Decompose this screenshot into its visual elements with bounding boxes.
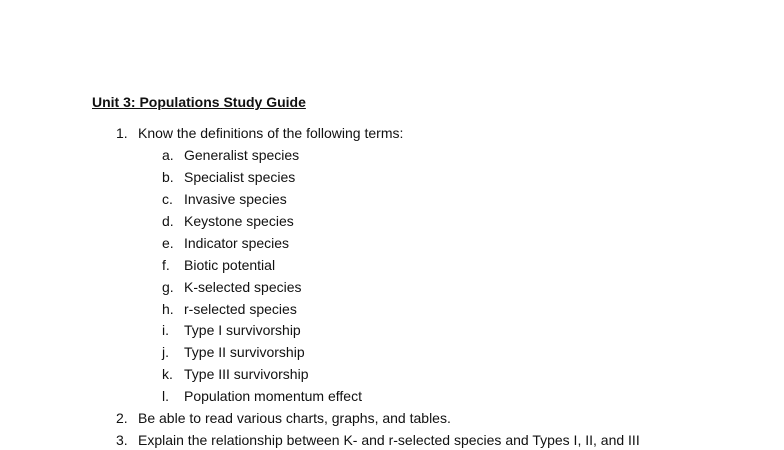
sub-list-marker: h. xyxy=(162,301,174,317)
sub-list-item-text: Invasive species xyxy=(184,191,287,207)
sub-list-item-text: r-selected species xyxy=(184,301,297,317)
sub-list-marker: a. xyxy=(162,147,174,163)
sub-list-marker: j. xyxy=(162,344,169,360)
sub-list-marker: i. xyxy=(162,322,169,338)
list-marker: 3. xyxy=(116,432,128,448)
page-title: Unit 3: Populations Study Guide xyxy=(92,94,306,110)
list-item-text: Know the definitions of the following terms: xyxy=(138,125,404,141)
sub-list-item-text: Type II survivorship xyxy=(184,344,305,360)
sub-list-marker: d. xyxy=(162,213,174,229)
sub-list-item-text: Type I survivorship xyxy=(184,322,301,338)
sub-list-item-text: Population momentum effect xyxy=(184,388,362,404)
sub-list-item-text: Type III survivorship xyxy=(184,366,309,382)
sub-list-item-text: Generalist species xyxy=(184,147,300,163)
sub-list-marker: g. xyxy=(162,279,174,295)
list-marker: 1. xyxy=(116,125,128,141)
sub-list-marker: e. xyxy=(162,235,174,251)
list-marker: 2. xyxy=(116,410,128,426)
list-item-text: Be able to read various charts, graphs, and tables. xyxy=(138,410,451,426)
sub-list-marker: k. xyxy=(162,366,173,382)
sub-list-item-text: K-selected species xyxy=(184,279,302,295)
sub-list-marker: l. xyxy=(162,388,169,404)
sub-list-marker: f. xyxy=(162,257,170,273)
sub-list-marker: c. xyxy=(162,191,173,207)
sub-list-item-text: Specialist species xyxy=(184,169,296,185)
sub-list-item-text: Keystone species xyxy=(184,213,294,229)
sub-list-item-text: Indicator species xyxy=(184,235,290,251)
list-item-text: Explain the relationship between K- and r-selected species and Types I, II, and III xyxy=(138,432,640,448)
sub-list-item-text: Biotic potential xyxy=(184,257,276,273)
sub-list-marker: b. xyxy=(162,169,174,185)
